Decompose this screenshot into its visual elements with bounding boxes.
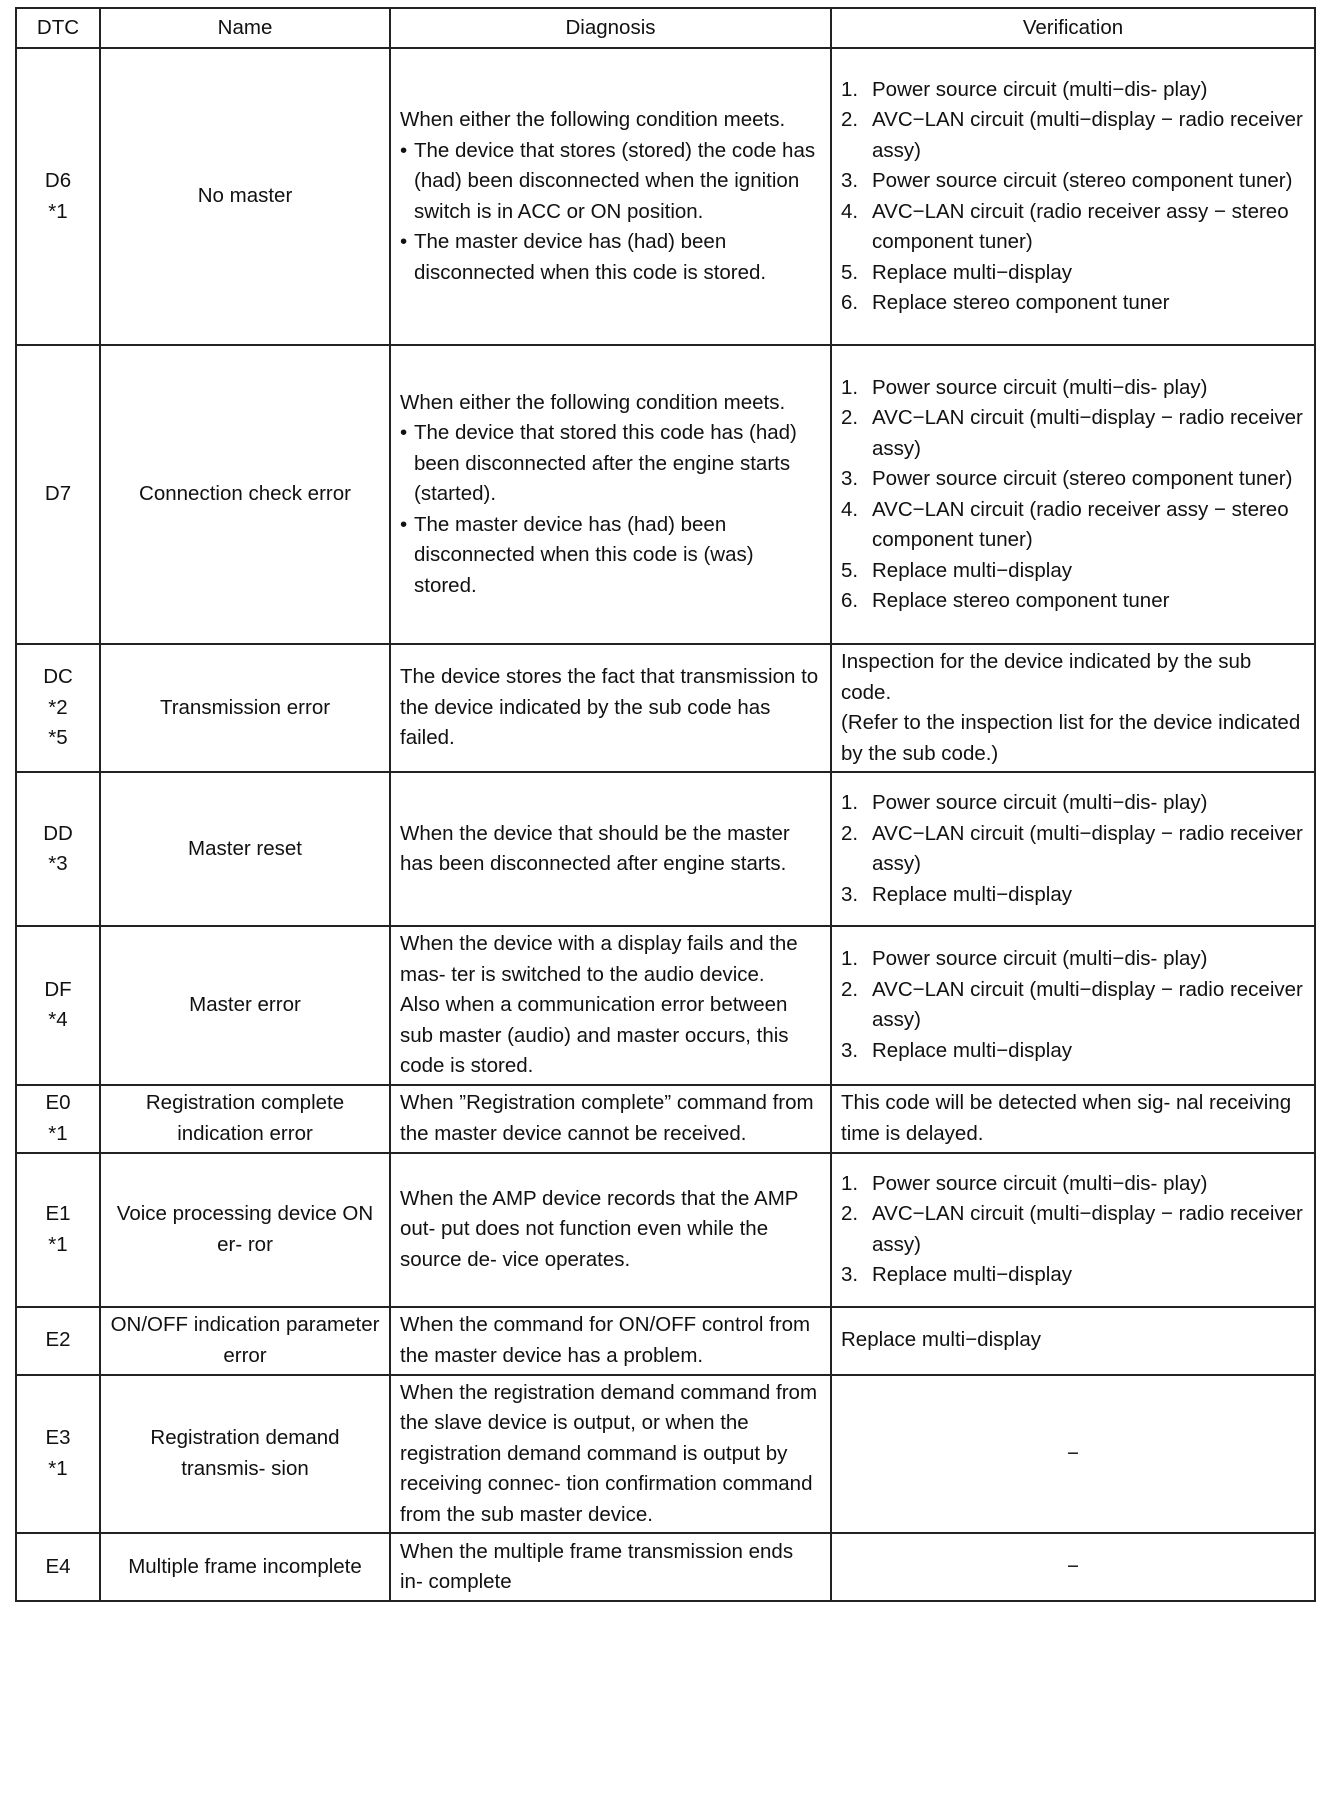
verification-step — [841, 258, 1305, 289]
name-cell: Multiple frame incomplete — [100, 1533, 390, 1601]
step-number: 1. — [841, 947, 859, 971]
verification-step — [841, 495, 1305, 556]
table-row — [16, 1307, 1315, 1375]
dtc-cell — [16, 1153, 100, 1307]
step-text: Power source circuit (multi−dis- play) — [872, 791, 1208, 814]
diagnosis-bullet: • The device that stored this code has (had) been disconnected after the engine starts (started). — [400, 418, 821, 510]
step-text: Power source circuit (multi−dis- play) — [872, 77, 1208, 101]
step-number: 5. — [841, 558, 859, 582]
step-text: Power source circuit (multi−dis- play) — [872, 1171, 1208, 1195]
diagnosis-bullet: • The master device has (had) been disconnected when this code is stored. — [400, 227, 821, 288]
step-number: 2. — [841, 977, 859, 1001]
step-text: Replace multi−display — [872, 882, 1072, 906]
verification-cell — [831, 48, 1315, 345]
diagnosis-cell — [390, 48, 831, 345]
diagnosis-text: When the registration demand command from the slave device is output, or when the registration demand command is output by receiving connec- tion confirmation command from the sub master device. — [400, 1380, 818, 1526]
verification-step — [841, 288, 1305, 319]
diagnosis-cell — [390, 1085, 831, 1153]
diagnosis-text: When the multiple frame transmission ends in- complete — [400, 1539, 794, 1593]
step-number: 4. — [841, 199, 859, 223]
header-verification: Verification — [831, 8, 1315, 48]
dtc-code-line: DC — [43, 665, 73, 689]
verification-none: − — [1067, 1441, 1079, 1465]
step-number: 2. — [841, 821, 859, 845]
verification-step — [841, 586, 1305, 617]
table-row — [16, 926, 1315, 1085]
dtc-cell — [16, 345, 100, 644]
step-text: AVC−LAN circuit (multi−display − radio receiver assy) — [872, 406, 1303, 460]
verification-step — [841, 464, 1305, 495]
dtc-code-line: E1 — [45, 1202, 71, 1225]
name-cell: Master error — [100, 926, 390, 1085]
step-text: Replace stereo component tuner — [872, 589, 1170, 612]
table-row — [16, 345, 1315, 644]
step-number: 5. — [841, 260, 859, 284]
table-row — [16, 48, 1315, 345]
verification-step — [841, 1169, 1305, 1200]
table-row — [16, 644, 1315, 772]
diagnosis-text: When the device with a display fails and the mas- ter is switched to the audio device. — [400, 932, 798, 986]
step-number: 1. — [841, 791, 859, 814]
step-number: 2. — [841, 406, 859, 429]
dtc-cell — [16, 48, 100, 345]
diagnosis-text: When either the following condition meets. — [400, 390, 786, 414]
verification-cell — [831, 345, 1315, 644]
header-diagnosis: Diagnosis — [390, 8, 831, 48]
name-cell: Registration demand transmis- sion — [100, 1375, 390, 1534]
verification-step — [841, 197, 1305, 258]
verification-none: − — [1067, 1554, 1079, 1578]
step-text: Replace stereo component tuner — [872, 291, 1170, 314]
verification-step — [841, 403, 1305, 464]
name-cell: No master — [100, 48, 390, 345]
verification-cell — [831, 1307, 1315, 1375]
verification-step — [841, 556, 1305, 587]
step-number: 4. — [841, 497, 859, 521]
diagnosis-text: When ”Registration complete” command from the master device cannot be received. — [400, 1091, 814, 1145]
step-text: AVC−LAN circuit (multi−display − radio receiver assy) — [872, 1202, 1303, 1256]
diagnosis-cell — [390, 1533, 831, 1601]
dtc-code-line: *4 — [48, 1008, 68, 1032]
dtc-code-line: E0 — [45, 1091, 71, 1114]
name-cell: Transmission error — [100, 644, 390, 772]
step-text: AVC−LAN circuit (multi−display − radio receiver assy) — [872, 108, 1303, 162]
verification-text: This code will be detected when sig- nal receiving time is delayed. — [841, 1091, 1292, 1145]
verification-step — [841, 105, 1305, 166]
table-row — [16, 1153, 1315, 1307]
verification-step — [841, 1036, 1305, 1067]
step-number: 3. — [841, 169, 859, 192]
diagnosis-cell — [390, 1375, 831, 1534]
verification-text: Inspection for the device indicated by the sub code. — [841, 650, 1252, 704]
dtc-code-line: *5 — [48, 726, 68, 750]
diagnosis-text: When the AMP device records that the AMP out- put does not function even while the source de- vice operates. — [400, 1186, 799, 1271]
step-text: Replace multi−display — [872, 558, 1072, 582]
verification-step — [841, 880, 1305, 911]
dtc-cell — [16, 1533, 100, 1601]
step-text: AVC−LAN circuit (radio receiver assy − stereo component tuner) — [872, 497, 1289, 551]
verification-step — [841, 373, 1305, 404]
step-number: 3. — [841, 1038, 859, 1062]
dtc-table — [15, 7, 1316, 1602]
table-body — [16, 48, 1315, 1601]
name-cell: Master reset — [100, 772, 390, 926]
name-cell: Connection check error — [100, 345, 390, 644]
diagnosis-text: When the device that should be the master has been disconnected after engine starts. — [400, 821, 790, 875]
header-dtc: DTC — [16, 8, 100, 48]
verification-cell — [831, 926, 1315, 1085]
verification-step — [841, 1199, 1305, 1260]
step-text: AVC−LAN circuit (multi−display − radio receiver assy) — [872, 821, 1303, 875]
dtc-code-line: E2 — [45, 1328, 71, 1352]
step-number: 2. — [841, 1202, 859, 1225]
step-number: 6. — [841, 589, 859, 612]
dtc-code-line: D6 — [44, 169, 72, 192]
table-row — [16, 772, 1315, 926]
table-row — [16, 1533, 1315, 1601]
dtc-code-line: *1 — [48, 199, 68, 223]
dtc-cell — [16, 644, 100, 772]
diagnosis-bullet: • The device that stores (stored) the code has (had) been disconnected when the ignition switch is in ACC or ON position. — [400, 136, 821, 228]
step-number: 3. — [841, 467, 859, 490]
dtc-code-line: E4 — [45, 1554, 71, 1578]
step-number: 1. — [841, 77, 859, 101]
verification-cell — [831, 1375, 1315, 1534]
diagnosis-text: Also when a communication error between sub master (audio) and master occurs, this code is stored. — [400, 993, 789, 1077]
dtc-cell — [16, 926, 100, 1085]
step-number: 2. — [841, 108, 859, 131]
header-name: Name — [100, 8, 390, 48]
step-number: 1. — [841, 1171, 859, 1195]
verification-step — [841, 1260, 1305, 1291]
dtc-code-line: *1 — [48, 1232, 68, 1256]
table-row — [16, 1085, 1315, 1153]
verification-step — [841, 788, 1305, 819]
diagnosis-cell — [390, 644, 831, 772]
verification-text: Replace multi−display — [841, 1328, 1041, 1352]
header-row — [16, 8, 1315, 48]
verification-cell — [831, 1085, 1315, 1153]
dtc-code-line: *1 — [48, 1121, 68, 1145]
diagnosis-cell — [390, 1307, 831, 1375]
name-cell: Voice processing device ON er- ror — [100, 1153, 390, 1307]
step-text: Power source circuit (stereo component tuner) — [872, 169, 1293, 192]
verification-step — [841, 819, 1305, 880]
dtc-cell — [16, 772, 100, 926]
step-number: 3. — [841, 882, 859, 906]
diagnosis-cell — [390, 345, 831, 644]
step-number: 1. — [841, 375, 859, 399]
step-text: Replace multi−display — [872, 1263, 1072, 1286]
diagnosis-cell — [390, 772, 831, 926]
dtc-code-line: D7 — [44, 482, 72, 506]
verification-cell — [831, 1153, 1315, 1307]
dtc-code-line: DF — [44, 977, 72, 1001]
diagnosis-text: When either the following condition meets. — [400, 108, 786, 131]
verification-text: (Refer to the inspection list for the device indicated by the sub code.) — [841, 711, 1301, 765]
dtc-code-line: *2 — [48, 695, 68, 719]
dtc-code-line: *1 — [48, 1456, 68, 1480]
step-text: Power source circuit (stereo component tuner) — [872, 467, 1293, 490]
dtc-cell — [16, 1085, 100, 1153]
step-text: AVC−LAN circuit (radio receiver assy − stereo component tuner) — [872, 199, 1289, 253]
name-cell: Registration complete indication error — [100, 1085, 390, 1153]
name-cell: ON/OFF indication parameter error — [100, 1307, 390, 1375]
diagnosis-text: When the command for ON/OFF control from the master device has a problem. — [400, 1313, 811, 1367]
step-text: Power source circuit (multi−dis- play) — [872, 375, 1208, 399]
verification-cell — [831, 644, 1315, 772]
verification-step — [841, 944, 1305, 975]
verification-cell — [831, 772, 1315, 926]
diagnosis-cell — [390, 1153, 831, 1307]
step-number: 3. — [841, 1263, 859, 1286]
step-number: 6. — [841, 291, 859, 314]
dtc-cell — [16, 1375, 100, 1534]
verification-step — [841, 975, 1305, 1036]
verification-step — [841, 75, 1305, 106]
step-text: Power source circuit (multi−dis- play) — [872, 947, 1208, 971]
diagnosis-text: The device stores the fact that transmission to the device indicated by the sub code has failed. — [400, 665, 819, 750]
dtc-code-line: DD — [43, 821, 73, 845]
diagnosis-bullet: • The master device has (had) been disconnected when this code is (was) stored. — [400, 510, 821, 602]
verification-step — [841, 166, 1305, 197]
diagnosis-cell — [390, 926, 831, 1085]
dtc-cell — [16, 1307, 100, 1375]
dtc-code-line: E3 — [45, 1426, 71, 1450]
dtc-code-line: *3 — [48, 852, 68, 875]
step-text: Replace multi−display — [872, 260, 1072, 284]
table-row — [16, 1375, 1315, 1534]
verification-cell — [831, 1533, 1315, 1601]
step-text: Replace multi−display — [872, 1038, 1072, 1062]
step-text: AVC−LAN circuit (multi−display − radio receiver assy) — [872, 977, 1303, 1032]
